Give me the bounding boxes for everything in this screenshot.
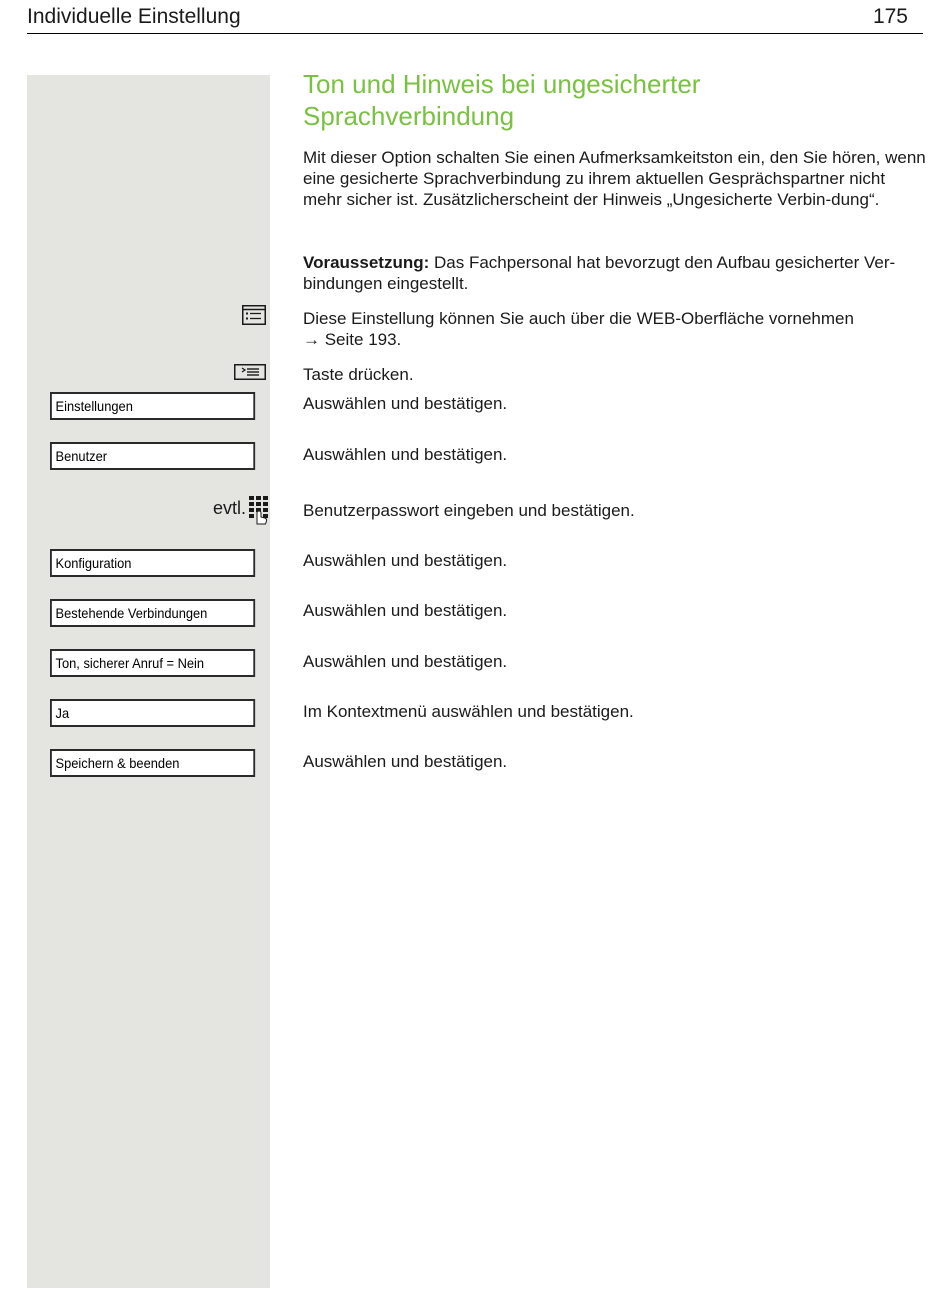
step-text: Auswählen und bestätigen. xyxy=(303,445,508,464)
step-text: Taste drücken. xyxy=(303,365,414,384)
sidebar-panel xyxy=(27,75,270,1288)
step-text: Auswählen und bestätigen. xyxy=(303,601,508,620)
page-reference-link[interactable]: → Seite 193. xyxy=(303,330,402,349)
optional-label: evtl. xyxy=(213,498,247,518)
keypad-icon xyxy=(248,495,270,525)
step-text: Auswählen und bestätigen. xyxy=(303,652,508,671)
menu-item-konfiguration[interactable]: Konfiguration xyxy=(50,549,255,577)
web-note: Diese Einstellung können Sie auch über die WEB-Oberfläche vornehmen → Seite 193. xyxy=(303,308,928,350)
step-text: Auswählen und bestätigen. xyxy=(303,551,508,570)
step-text: Im Kontextmenü auswählen und bestätigen. xyxy=(303,702,634,721)
menu-item-ja[interactable]: Ja xyxy=(50,699,255,727)
step-text: Benutzerpasswort eingeben und bestätigen. xyxy=(303,501,635,520)
prerequisite-text: Das Fachpersonal hat bevorzugt den Aufbau gesicherter Ver-bindungen eingestellt. xyxy=(303,253,896,293)
header-divider xyxy=(27,33,923,34)
web-interface-icon xyxy=(242,305,266,325)
step-text: Auswählen und bestätigen. xyxy=(303,752,508,771)
menu-item-einstellungen[interactable]: Einstellungen xyxy=(50,392,255,420)
menu-item-benutzer[interactable]: Benutzer xyxy=(50,442,255,470)
menu-item-bestehende-verbindungen[interactable]: Bestehende Verbindungen xyxy=(50,599,255,627)
menu-key-icon xyxy=(234,364,266,380)
intro-paragraph: Mit dieser Option schalten Sie einen Aufmerksamkeitston ein, den Sie hören, wenn eine gesicherte Sprachverbindung zu ihrem aktuellen Gesprächspartner nicht mehr sicher ist. Zusätzlicherscheint der Hinweis „Ungesicherte Verbin-dung“. xyxy=(303,148,926,209)
section-title: Ton und Hinweis bei ungesicherter Sprachverbindung xyxy=(303,69,701,131)
prerequisite-label: Voraussetzung: xyxy=(303,253,430,272)
step-text: Auswählen und bestätigen. xyxy=(303,394,508,413)
page-number: 175 xyxy=(872,5,908,28)
prerequisite-paragraph xyxy=(303,252,928,294)
menu-item-ton-sicherer-anruf[interactable]: Ton, sicherer Anruf = Nein xyxy=(50,649,255,677)
menu-item-speichern-beenden[interactable]: Speichern & beenden xyxy=(50,749,255,777)
header-title: Individuelle Einstellung xyxy=(27,5,241,28)
